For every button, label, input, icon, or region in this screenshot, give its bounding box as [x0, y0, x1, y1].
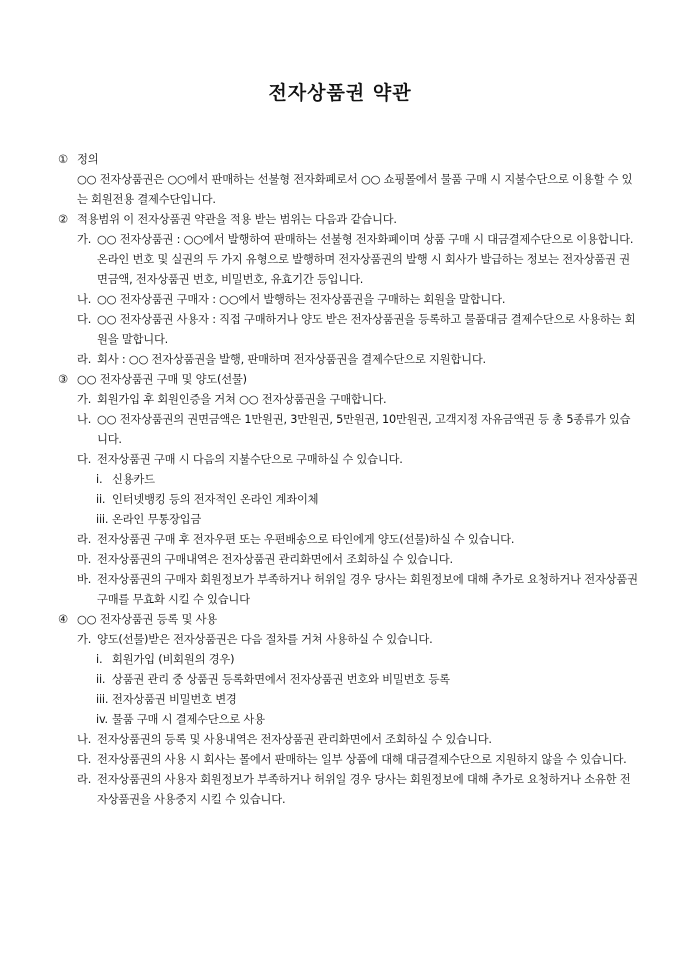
list-item: [58, 770, 638, 810]
item-text: 전자상품권의 사용 시 회사는 몰에서 판매하는 일부 상품에 대해 대금결제수단으로 지원하지 않을 수 있습니다.: [97, 753, 627, 766]
item-text: ○○ 전자상품권 구매자 : ○○에서 발행하는 전자상품권을 구매하는 회원을 말합니다.: [97, 293, 506, 306]
item-text: 전자상품권 구매 시 다음의 지불수단으로 구매하실 수 있습니다.: [97, 453, 403, 466]
section-heading: ○○ 전자상품권 구매 및 양도(선물): [77, 373, 247, 386]
sub-list-item: [58, 510, 638, 530]
section-definition-heading: [58, 150, 638, 170]
list-item: [58, 530, 638, 550]
subitem-text: 물품 구매 시 결제수단으로 사용: [112, 713, 265, 726]
item-text: 전자상품권의 등록 및 사용내역은 전자상품권 관리화면에서 조회하실 수 있습니다.: [97, 733, 492, 746]
list-item: [58, 390, 638, 410]
list-item: [58, 570, 638, 610]
list-item: [58, 450, 638, 470]
subitem-marker: iv.: [96, 713, 108, 726]
section-heading: 정의: [77, 153, 99, 166]
item-marker: 라.: [77, 773, 92, 786]
document-body: [58, 150, 638, 810]
section-marker: ③: [58, 373, 68, 386]
subitem-marker: i.: [96, 653, 103, 666]
subitem-text: 회원가입 (비회원의 경우): [112, 653, 235, 666]
list-item: [58, 290, 638, 310]
item-text: ○○ 전자상품권의 권면금액은 1만원권, 3만원권, 5만원권, 10만원권, 고객지정 자유금액권 등 총 5종류가 있습니다.: [97, 413, 631, 446]
item-text: 회원가입 후 회원인증을 거쳐 ○○ 전자상품권을 구매합니다.: [97, 393, 387, 406]
item-marker: 가.: [77, 633, 92, 646]
item-text: 전자상품권의 사용자 회원정보가 부족하거나 허위일 경우 당사는 회원정보에 대해 추가로 요청하거나 소유한 전자상품권을 사용중지 시킬 수 있습니다.: [97, 773, 631, 806]
list-item: [58, 750, 638, 770]
section-heading: ○○ 전자상품권 등록 및 사용: [77, 613, 218, 626]
subitem-marker: ii.: [96, 493, 106, 506]
subitem-marker: iii.: [96, 513, 109, 526]
item-marker: 다.: [77, 453, 92, 466]
section-marker: ④: [58, 613, 68, 626]
list-item: [58, 730, 638, 750]
item-text: 전자상품권의 구매내역은 전자상품권 관리화면에서 조회하실 수 있습니다.: [97, 553, 453, 566]
item-marker: 다.: [77, 313, 92, 326]
item-text: 전자상품권의 구매자 회원정보가 부족하거나 허위일 경우 당사는 회원정보에 대해 추가로 요청하거나 전자상품권 구매를 무효화 시킬 수 있습니다: [97, 573, 638, 606]
sub-list-item: [58, 690, 638, 710]
section-marker: ①: [58, 153, 68, 166]
document-title: 전자상품권 약관: [268, 82, 412, 104]
item-text: 전자상품권 구매 후 전자우편 또는 우편배송으로 타인에게 양도(선물)하실 수 있습니다.: [97, 533, 515, 546]
item-text: ○○ 전자상품권 : ○○에서 발행하여 판매하는 선불형 전자화폐이며 상품 구매 시 대금결제수단으로 이용합니다. 온라인 번호 및 실권의 두 가지 유형으로 발행하며 전자상품권의 발행 시 회사가 발급하는 정보는 전자상품권 권면금액, 전자상품권 번호, 비밀번호, 유효기간 등입니다.: [97, 233, 634, 286]
subitem-text: 온라인 무통장입금: [112, 513, 202, 526]
item-marker: 바.: [77, 573, 92, 586]
item-marker: 나.: [77, 733, 92, 746]
sub-list-item: [58, 650, 638, 670]
item-marker: 나.: [77, 293, 92, 306]
list-item: [58, 310, 638, 350]
section-marker: ②: [58, 213, 68, 226]
sub-list-item: [58, 710, 638, 730]
item-marker: 가.: [77, 393, 92, 406]
sub-list-item: [58, 490, 638, 510]
list-item: [58, 550, 638, 570]
item-marker: 가.: [77, 233, 92, 246]
subitem-text: 신용카드: [112, 473, 155, 486]
list-item: [58, 630, 638, 650]
section-definition-paragraph: ○○ 전자상품권은 ○○에서 판매하는 선불형 전자화폐로서 ○○ 쇼핑몰에서 물품 구매 시 지불수단으로 이용할 수 있는 회원전용 결제수단입니다.: [77, 173, 633, 206]
section-scope-heading: [58, 210, 638, 230]
item-text: ○○ 전자상품권 사용자 : 직접 구매하거나 양도 받은 전자상품권을 등록하고 물품대금 결제수단으로 사용하는 회원을 말합니다.: [97, 313, 636, 346]
item-marker: 마.: [77, 553, 92, 566]
section-purchase-heading: [58, 370, 638, 390]
subitem-marker: i.: [96, 473, 103, 486]
section-usage-heading: [58, 610, 638, 630]
sub-list-item: [58, 670, 638, 690]
item-marker: 라.: [77, 353, 92, 366]
sub-list-item: [58, 470, 638, 490]
list-item: [58, 230, 638, 290]
item-text: 양도(선물)받은 전자상품권은 다음 절차를 거쳐 사용하실 수 있습니다.: [97, 633, 433, 646]
section-heading: 적용범위 이 전자상품권 약관을 적용 받는 범위는 다음과 같습니다.: [77, 213, 397, 226]
list-item: [58, 350, 638, 370]
item-marker: 다.: [77, 753, 92, 766]
subitem-text: 상품권 관리 중 상품권 등록화면에서 전자상품권 번호와 비밀번호 등록: [112, 673, 450, 686]
list-item: [58, 410, 638, 450]
subitem-marker: iii.: [96, 693, 109, 706]
subitem-text: 인터넷뱅킹 등의 전자적인 온라인 계좌이체: [112, 493, 319, 506]
subitem-text: 전자상품권 비밀번호 변경: [112, 693, 237, 706]
subitem-marker: ii.: [96, 673, 106, 686]
item-marker: 라.: [77, 533, 92, 546]
item-text: 회사 : ○○ 전자상품권을 발행, 판매하며 전자상품권을 결제수단으로 지원합니다.: [97, 353, 486, 366]
item-marker: 나.: [77, 413, 92, 426]
